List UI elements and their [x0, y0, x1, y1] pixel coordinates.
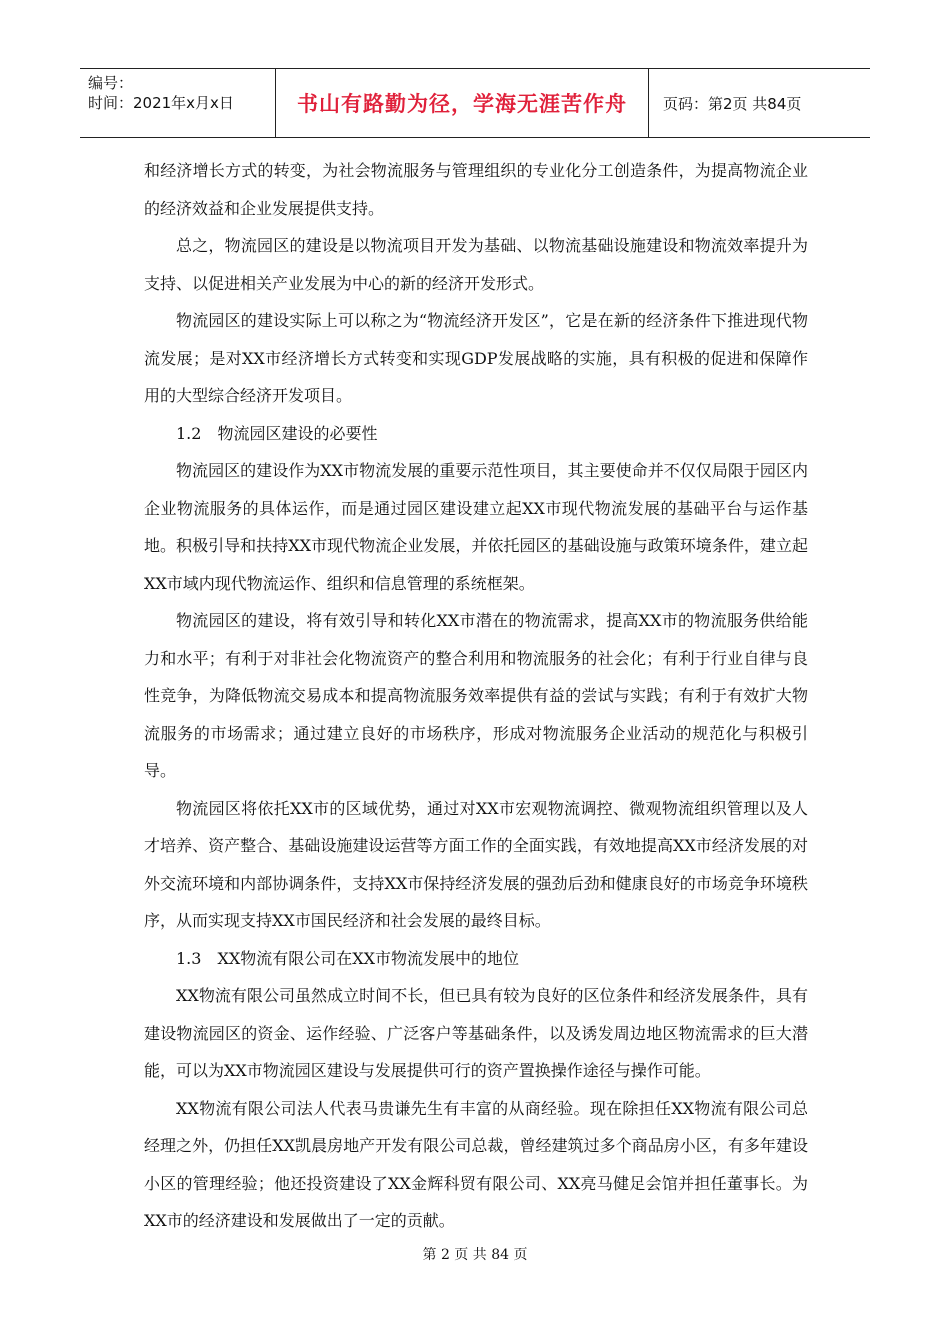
- page-footer: 第 2 页 共 84 页: [422, 1247, 528, 1263]
- document-number-label: 编号：: [88, 74, 134, 92]
- section-heading-1-2: 1.2 物流园区建设的必要性: [176, 423, 378, 443]
- document-time-label: 时间：2021年x月x日: [88, 94, 234, 112]
- paragraph-1: 和经济增长方式的转变，为社会物流服务与管理组织的专业化分工创造条件，为提高物流企业的经济效益和企业发展提供支持。: [144, 161, 808, 218]
- section-heading-1-3: 1.3 XX物流有限公司在XX市物流发展中的地位: [176, 948, 520, 968]
- paragraph-3: 物流园区的建设实际上可以称之为“物流经济开发区”，它是在新的经济条件下推进现代物流发展；是对XX市经济增长方式转变和实现GDP发展战略的实施，具有积极的促进和保障作用的大型综合经济开发项目。: [144, 311, 808, 405]
- page-header: [80, 68, 870, 138]
- header-meta: [80, 69, 276, 137]
- paragraph-6: 物流园区将依托XX市的区域优势，通过对XX市宏观物流调控、微观物流组织管理以及人才培养、资产整合、基础设施建设运营等方面工作的全面实践，有效地提高XX市经济发展的对外交流环境和内部协调条件，支持XX市保持经济发展的强劲后劲和健康良好的市场竞争环境秩序，从而实现支持XX市国民经济和社会发展的最终目标。: [144, 798, 808, 930]
- paragraph-4: 物流园区的建设作为XX市物流发展的重要示范性项目，其主要使命并不仅仅局限于园区内企业物流服务的具体运作，而是通过园区建设建立起XX市现代物流发展的基础平台与运作基地。积极引导和扶持XX市现代物流企业发展，并依托园区的基础设施与政策环境条件，建立起XX市域内现代物流运作、组织和信息管理的系统框架。: [144, 461, 808, 593]
- paragraph-7: XX物流有限公司虽然成立时间不长，但已具有较为良好的区位条件和经济发展条件，具有建设物流园区的资金、运作经验、广泛客户等基础条件，以及诱发周边地区物流需求的巨大潜能，可以为XX市物流园区建设与发展提供可行的资产置换操作途径与操作可能。: [144, 986, 808, 1080]
- header-motto: 书山有路勤为径，学海无涯苦作舟: [276, 69, 649, 137]
- paragraph-8: XX物流有限公司法人代表马贵谦先生有丰富的从商经验。现在除担任XX物流有限公司总经理之外，仍担任XX凯晨房地产开发有限公司总裁，曾经建筑过多个商品房小区，有多年建设小区的管理经验；他还投资建设了XX金辉科贸有限公司、XX亮马健足会馆并担任董事长。为XX市的经济建设和发展做出了一定的贡献。: [144, 1098, 808, 1230]
- header-page-info: 页码：第2页 共84页: [663, 94, 802, 113]
- paragraph-2: 总之，物流园区的建设是以物流项目开发为基础、以物流基础设施建设和物流效率提升为支持、以促进相关产业发展为中心的新的经济开发形式。: [144, 236, 808, 293]
- document-body: [144, 152, 808, 1240]
- paragraph-5: 物流园区的建设，将有效引导和转化XX市潜在的物流需求，提高XX市的物流服务供给能力和水平；有利于对非社会化物流资产的整合利用和物流服务的社会化；有利于行业自律与良性竞争，为降低物流交易成本和提高物流服务效率提供有益的尝试与实践；有利于有效扩大物流服务的市场需求；通过建立良好的市场秩序，形成对物流服务企业活动的规范化与积极引导。: [144, 611, 808, 780]
